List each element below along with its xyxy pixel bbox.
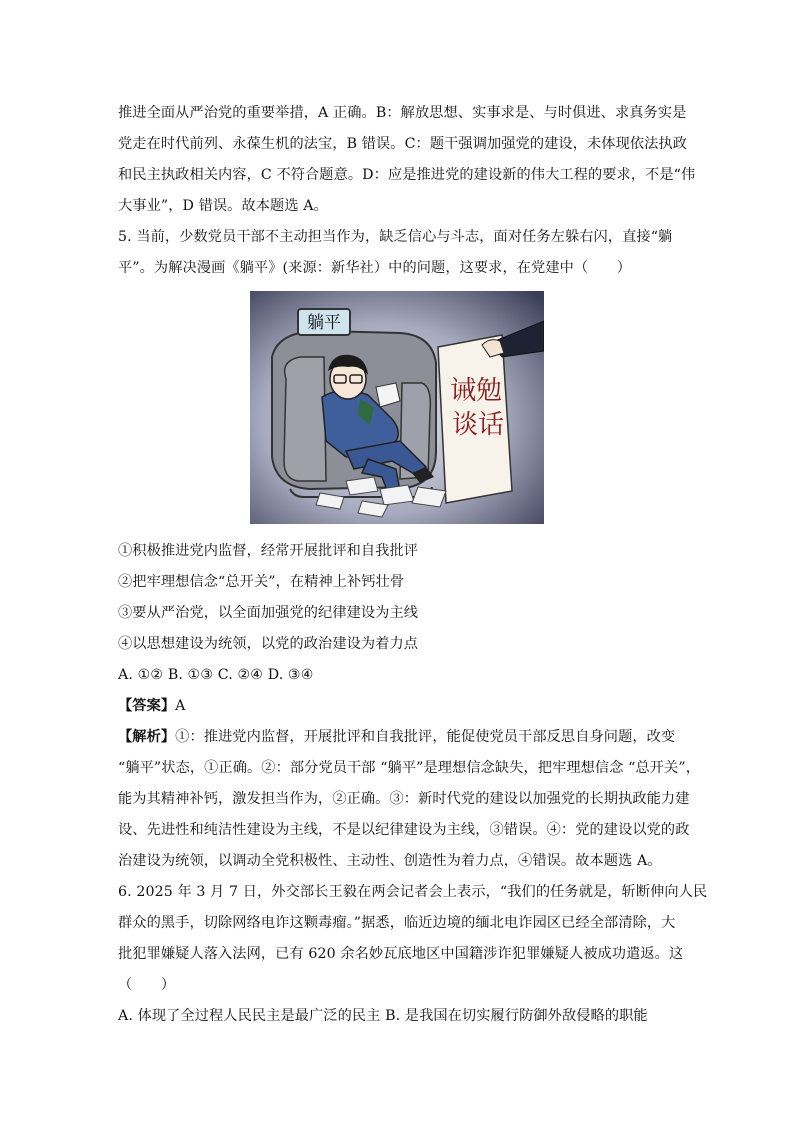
answer-line — [118, 691, 678, 722]
option-3: ③要从严治党，以全面加强党的纪律建设为主线 — [118, 605, 419, 621]
option-4: ④以思想建设为统领，以党的政治建设为着力点 — [118, 636, 419, 652]
answer-choices: A. ①② B. ①③ C. ②④ D. ③④ — [118, 667, 314, 683]
question-6-stem: 群众的黑手，切除网络电诈这颗毒瘤。”据悉，临近边境的缅北电诈园区已经全部清除，大 — [118, 915, 676, 931]
answer-value: A — [175, 698, 186, 714]
scroll-text-line2: 谈话 — [451, 410, 505, 440]
text-line: 党走在时代前列、永葆生机的法宝，B 错误。C：题干强调加强党的建设，未体现依法执政 — [118, 136, 688, 152]
text-line: 推进全面从严治党的重要举措，A 正确。B：解放思想、实事求是、与时俱进、求真务实是 — [118, 105, 687, 121]
answer-label: 【答案】 — [118, 698, 176, 714]
question-6-stem: （ ） — [118, 977, 176, 993]
text-line: 和民主执政相关内容，C 不符合题意。D：应是推进党的建设新的伟大工程的要求，不是“伟 — [118, 167, 696, 183]
analysis-text: ①：推进党内监督，开展批评和自我批评，能促使党员干部反思自身问题，改变 — [175, 729, 676, 745]
analysis-text: 治建设为统领，以调动全党积极性、主动性、创造性为着力点，④错误。故本题选 A。 — [118, 853, 662, 869]
analysis-text: 能为其精神补钙，激发担当作为，②正确。③：新时代党的建设以加强党的长期执政能力建 — [118, 791, 690, 807]
analysis-line — [118, 722, 678, 753]
top-text-block — [118, 98, 696, 284]
question-6-stem: 6. 2025 年 3 月 7 日，外交部长王毅在两会记者会上表示，“我们的任务就是，斩断伸向人民 — [118, 884, 708, 900]
text-line: 大事业”，D 错误。故本题选 A。 — [118, 198, 328, 214]
analysis-text: 设、先进性和纯洁性建设为主线，不是以纪律建设为主线，③错误。④：党的建设以党的政 — [118, 822, 690, 838]
question-6-options: A. 体现了全过程人民民主是最广泛的民主 B. 是我国在切实履行防御外敌侵略的职能 — [118, 1008, 648, 1024]
scroll-text-line1: 诫勉 — [449, 376, 503, 406]
cartoon-image — [250, 291, 544, 524]
question-5-stem: 平”。为解决漫画《躺平》(来源：新华社）中的问题，这要求，在党建中（ ） — [118, 260, 632, 276]
analysis-label: 【解析】 — [118, 729, 176, 745]
question-6-stem: 批犯罪嫌疑人落入法网，已有 620 余名妙瓦底地区中国籍涉诈犯罪嫌疑人被成功遣返。这 — [118, 946, 684, 962]
question-5-stem: 5. 当前，少数党员干部不主动担当作为，缺乏信心与斗志，面对任务左躲右闪，直接“躺 — [118, 229, 673, 245]
analysis-text: “躺平”状态，①正确。②：部分党员干部 “躺平”是理想信念缺失，把牢理想信念 “总开关”， — [118, 760, 700, 776]
option-2: ②把牢理想信念“总开关”，在精神上补钙壮骨 — [118, 574, 405, 590]
sign-text: 躺平 — [307, 313, 341, 333]
option-1: ①积极推进党内监督，经常开展批评和自我批评 — [118, 543, 419, 559]
question-5-body — [118, 536, 708, 1032]
